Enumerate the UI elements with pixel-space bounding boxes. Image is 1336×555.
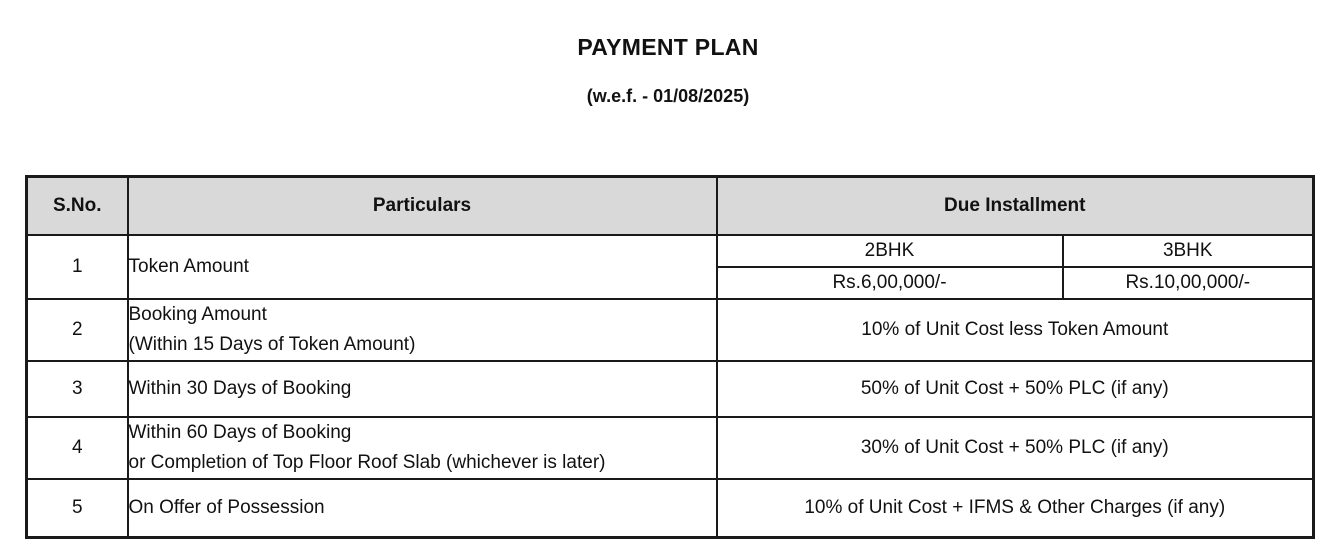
table-header-row [27, 177, 1314, 236]
row-sno: 3 [27, 361, 128, 417]
page-title: PAYMENT PLAN [577, 34, 759, 60]
table-row [27, 235, 1314, 267]
header-particulars: Particulars [128, 177, 717, 236]
particulars-line: Within 30 Days of Booking [128, 378, 352, 399]
subheader-3bhk: 3BHK [1063, 235, 1314, 267]
value-3bhk: Rs.10,00,000/- [1063, 267, 1314, 299]
particulars-line: (Within 15 Days of Token Amount) [128, 334, 416, 355]
header-sno: S.No. [27, 177, 128, 236]
row-particulars [128, 361, 717, 417]
table-row [27, 479, 1314, 538]
row-particulars [128, 479, 717, 538]
row-due: 50% of Unit Cost + 50% PLC (if any) [717, 361, 1314, 417]
payment-plan-table [25, 175, 1315, 539]
row-sno: 5 [27, 479, 128, 538]
row-sno: 1 [27, 235, 128, 299]
table-row [27, 417, 1314, 479]
row-due: 10% of Unit Cost less Token Amount [717, 299, 1314, 361]
particulars-line: Booking Amount [128, 304, 267, 325]
subheader-2bhk: 2BHK [717, 235, 1063, 267]
value-2bhk: Rs.6,00,000/- [717, 267, 1063, 299]
row-particulars [128, 235, 717, 299]
row-sno: 2 [27, 299, 128, 361]
table-row [27, 361, 1314, 417]
row-sno: 4 [27, 417, 128, 479]
row-particulars [128, 417, 717, 479]
particulars-line: Token Amount [128, 256, 249, 277]
row-due: 10% of Unit Cost + IFMS & Other Charges (if any) [717, 479, 1314, 538]
row-particulars [128, 299, 717, 361]
particulars-line: On Offer of Possession [128, 497, 325, 518]
particulars-line: Within 60 Days of Booking [128, 422, 352, 443]
header-due-installment: Due Installment [717, 177, 1314, 236]
particulars-line: or Completion of Top Floor Roof Slab (whichever is later) [128, 452, 606, 473]
row-due: 30% of Unit Cost + 50% PLC (if any) [717, 417, 1314, 479]
table-row [27, 299, 1314, 361]
effective-date: (w.e.f. - 01/08/2025) [586, 86, 750, 106]
